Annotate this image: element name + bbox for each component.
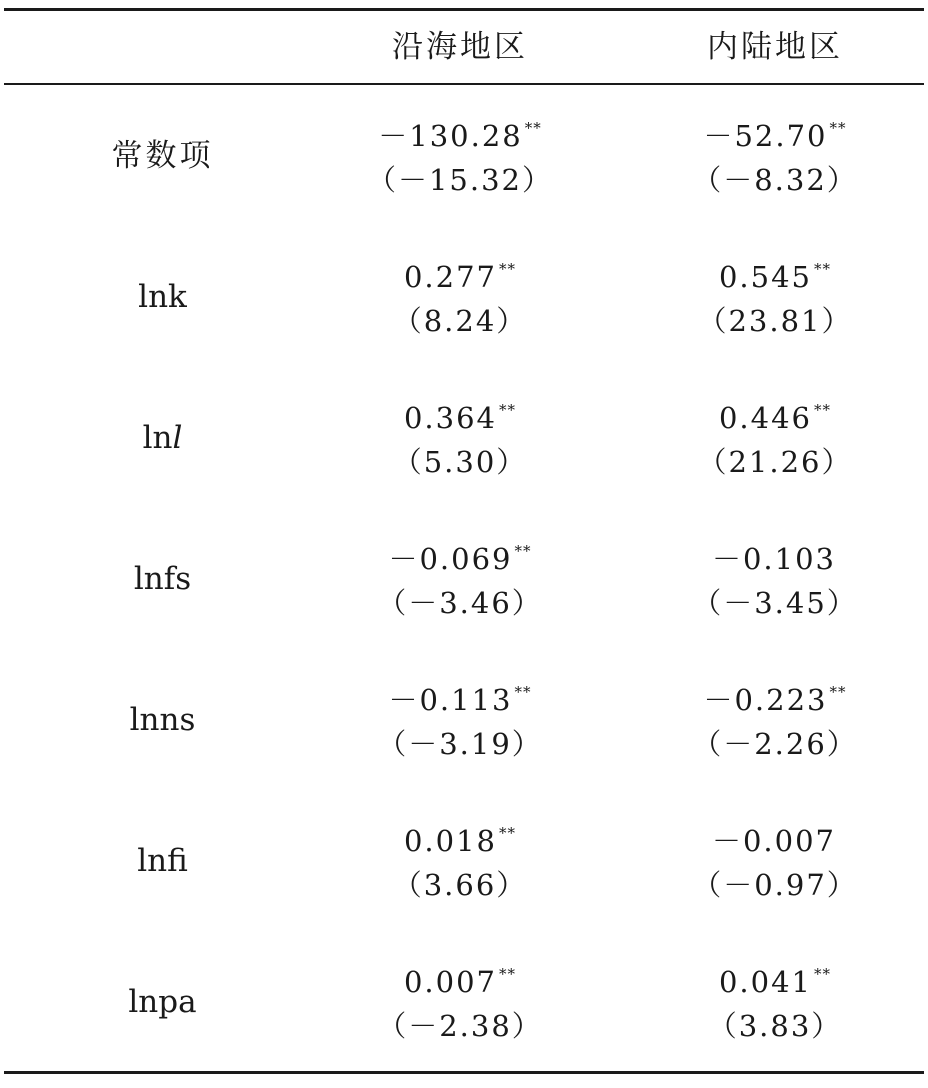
coastal-cell bbox=[320, 227, 600, 367]
significance-stars: ** bbox=[499, 401, 517, 419]
variable-name-text: lnk bbox=[138, 279, 187, 315]
coefficient bbox=[320, 952, 600, 999]
coefficient bbox=[635, 247, 915, 294]
bottom-rule bbox=[4, 1071, 924, 1074]
coefficient bbox=[320, 247, 600, 294]
header-inland-region: 内陆地区 bbox=[707, 29, 843, 65]
table-header-row bbox=[0, 14, 928, 80]
coefficient bbox=[635, 952, 915, 999]
t-statistic: （－15.32） bbox=[366, 163, 554, 197]
significance-stars: ** bbox=[499, 824, 517, 842]
coefficient-value: －130.28 bbox=[378, 119, 523, 153]
coefficient bbox=[635, 388, 915, 435]
coefficient bbox=[635, 106, 915, 153]
significance-stars: ** bbox=[514, 542, 532, 560]
significance-stars: ** bbox=[499, 965, 517, 983]
significance-stars: ** bbox=[814, 401, 832, 419]
coefficient-value: －52.70 bbox=[703, 119, 828, 153]
t-statistic: （－8.32） bbox=[692, 163, 858, 197]
coefficient-value: 0.041 bbox=[718, 965, 813, 999]
t-statistic: （－0.97） bbox=[692, 868, 858, 902]
variable-name-text: lnfi bbox=[137, 843, 188, 879]
inland-cell bbox=[635, 650, 915, 790]
coefficient-value: －0.113 bbox=[388, 683, 513, 717]
coefficient bbox=[320, 529, 600, 576]
variable-name bbox=[30, 791, 295, 931]
significance-stars: ** bbox=[829, 119, 847, 137]
header-coastal-region: 沿海地区 bbox=[392, 29, 528, 65]
coastal-cell bbox=[320, 509, 600, 649]
coefficient-value: 0.446 bbox=[718, 401, 813, 435]
t-statistic: （－3.45） bbox=[692, 586, 858, 620]
coastal-cell bbox=[320, 791, 600, 931]
coefficient bbox=[320, 811, 600, 858]
variable-name-text: lnfs bbox=[133, 561, 192, 597]
table-row-constant bbox=[0, 86, 928, 226]
coefficient-value: －0.103 bbox=[711, 542, 837, 576]
variable-name bbox=[30, 509, 295, 649]
coefficient bbox=[635, 811, 915, 858]
coefficient-value: －0.069 bbox=[388, 542, 513, 576]
variable-name bbox=[30, 650, 295, 790]
t-statistic: （5.30） bbox=[392, 445, 528, 479]
coefficient bbox=[320, 106, 600, 153]
coefficient bbox=[635, 670, 915, 717]
t-statistic: （21.26） bbox=[697, 445, 853, 479]
coefficient-value: －0.007 bbox=[711, 824, 837, 858]
table-row-lnfs bbox=[0, 509, 928, 649]
inland-cell bbox=[635, 86, 915, 226]
coastal-cell bbox=[320, 86, 600, 226]
variable-name-text: 常数项 bbox=[111, 138, 214, 174]
t-statistic: （－3.46） bbox=[377, 586, 543, 620]
coefficient-value: 0.277 bbox=[403, 260, 498, 294]
coefficient-value: 0.364 bbox=[403, 401, 498, 435]
significance-stars: ** bbox=[829, 683, 847, 701]
coefficient-value: 0.007 bbox=[403, 965, 498, 999]
variable-name bbox=[30, 227, 295, 367]
significance-stars: ** bbox=[814, 965, 832, 983]
table-row-lnpa bbox=[0, 932, 928, 1072]
t-statistic: （－2.26） bbox=[692, 727, 858, 761]
coefficient bbox=[320, 388, 600, 435]
table-row-lnl bbox=[0, 368, 928, 508]
inland-cell bbox=[635, 932, 915, 1072]
coefficient bbox=[320, 670, 600, 717]
coefficient-value: 0.018 bbox=[403, 824, 498, 858]
variable-name bbox=[30, 932, 295, 1072]
significance-stars: ** bbox=[499, 260, 517, 278]
variable-name-text: lnpa bbox=[128, 984, 197, 1020]
variable-name bbox=[30, 86, 295, 226]
t-statistic: （－3.19） bbox=[377, 727, 543, 761]
variable-name bbox=[30, 368, 295, 508]
coastal-cell bbox=[320, 650, 600, 790]
coastal-cell bbox=[320, 368, 600, 508]
t-statistic: （23.81） bbox=[697, 304, 853, 338]
header-rule bbox=[4, 83, 924, 85]
coefficient-value: 0.545 bbox=[718, 260, 813, 294]
table-row-lnfi bbox=[0, 791, 928, 931]
coefficient-value: －0.223 bbox=[703, 683, 828, 717]
t-statistic: （－2.38） bbox=[377, 1009, 543, 1043]
inland-cell bbox=[635, 368, 915, 508]
variable-name-text: ln bbox=[142, 420, 173, 456]
inland-cell bbox=[635, 227, 915, 367]
coefficient bbox=[635, 529, 915, 576]
inland-cell bbox=[635, 509, 915, 649]
table-row-lnns bbox=[0, 650, 928, 790]
variable-name-italic: l bbox=[172, 420, 183, 456]
table-row-lnk bbox=[0, 227, 928, 367]
variable-name-text: lnns bbox=[129, 702, 196, 738]
significance-stars: ** bbox=[524, 119, 542, 137]
t-statistic: （3.83） bbox=[707, 1009, 843, 1043]
coastal-cell bbox=[320, 932, 600, 1072]
significance-stars: ** bbox=[514, 683, 532, 701]
inland-cell bbox=[635, 791, 915, 931]
t-statistic: （8.24） bbox=[392, 304, 528, 338]
significance-stars: ** bbox=[814, 260, 832, 278]
top-rule bbox=[4, 8, 924, 11]
t-statistic: （3.66） bbox=[392, 868, 528, 902]
